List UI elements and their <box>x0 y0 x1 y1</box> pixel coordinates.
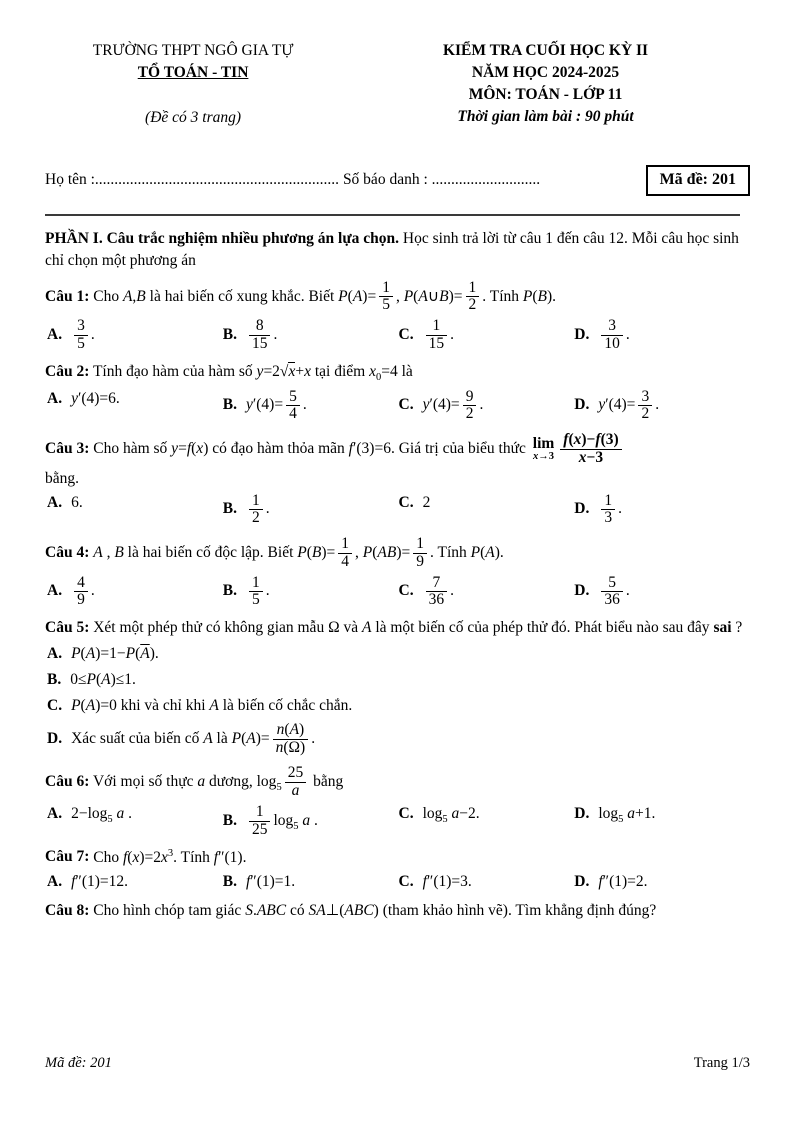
question-1-option-b <box>223 317 399 353</box>
question-1-option-c <box>399 317 575 353</box>
option-letter: C. <box>398 325 414 343</box>
option-letter: D. <box>47 729 63 747</box>
question-3-option-c <box>399 492 575 528</box>
option-letter: A. <box>47 582 63 600</box>
option-letter: A. <box>47 389 63 407</box>
pages-note: (Đề có 3 trang) <box>145 109 242 126</box>
option-letter: D. <box>574 325 590 343</box>
question-7 <box>45 846 750 892</box>
option-letter: B. <box>47 671 62 688</box>
student-info-labels <box>45 169 540 191</box>
question-3-label: Câu 3: <box>45 439 90 457</box>
question-1-stem <box>45 279 750 315</box>
question-3-stem <box>45 431 750 489</box>
part1-heading-rest: Học sinh trả lời từ câu 1 đến câu 12. Mỗi câu học sinh chỉ chọn một phương án <box>45 229 739 269</box>
option-letter: D. <box>574 582 590 600</box>
question-4-label: Câu 4: <box>45 543 90 561</box>
option-content: $\frac{3}{10}$ . <box>598 326 629 343</box>
option-content: 0≤P(A)≤1. <box>70 671 136 688</box>
option-letter: A. <box>47 325 63 343</box>
school-name: TRƯỜNG THPT NGÔ GIA TỰ <box>92 42 294 59</box>
question-5-option-c <box>47 695 750 717</box>
footer-page-number: Trang 1/3 <box>693 1055 750 1072</box>
option-letter: A. <box>47 804 63 822</box>
option-letter: D. <box>574 396 590 414</box>
option-content: $2-\log_5$ a . <box>71 804 133 826</box>
exam-code-box: Mã đề: 201 <box>646 165 750 196</box>
question-6-option-a <box>47 803 223 839</box>
question-5 <box>45 617 750 757</box>
option-letter: C. <box>398 872 414 890</box>
option-content: f″(1)=2. <box>598 872 648 890</box>
option-letter: B. <box>222 811 237 829</box>
header-right <box>341 40 750 129</box>
question-6-options <box>47 803 750 839</box>
option-letter: A. <box>47 872 63 890</box>
question-7-label: Câu 7: <box>45 848 90 866</box>
question-7-options <box>47 871 750 893</box>
id-number-field: Số báo danh : ............................ <box>339 171 541 189</box>
option-letter: C. <box>398 396 414 414</box>
question-8-text: Cho hình chóp tam giác S.ABC có SA⊥(ABC) (tham khảo hình vẽ). Tìm khẳng định đúng? <box>93 901 657 919</box>
option-content: $\frac{1}{5}$ . <box>246 582 270 599</box>
question-2-option-d <box>574 388 750 424</box>
question-3-options <box>47 492 750 528</box>
question-1-label: Câu 1: <box>45 287 90 305</box>
option-content: $\frac{7}{36}$ . <box>423 582 454 599</box>
option-content: f″(1)=1. <box>245 872 296 890</box>
option-letter: B. <box>222 396 237 414</box>
question-5-option-b <box>47 669 750 691</box>
footer-exam-code: Mã đề: 201 <box>45 1055 112 1072</box>
question-7-stem <box>45 846 750 868</box>
question-3-option-d <box>574 492 750 528</box>
question-3-text: Cho hàm số y=f(x) có đạo hàm thỏa mãn f′(3)=6. Giá trị của biểu thức lim x→3 $\frac{f(x)-f(3)}{x-3}$ bằng. <box>45 440 625 487</box>
option-content: $P(A)=1-P(\overline{A})$. <box>71 645 159 662</box>
option-content: y′(4)= $\frac{5}{4}$ . <box>245 387 307 423</box>
question-7-text: Cho $f(x)=2x^3$. Tính f″(1). <box>93 847 247 866</box>
option-content: Xác suất của biến cố A là P(A)= $\frac{n(A)}{n(\Omega)}$ . <box>71 721 316 756</box>
question-6-text: Với mọi số thực a dương, $\log_5$ $\frac{25}{a}$ bằng <box>92 764 344 800</box>
option-letter: B. <box>222 582 237 600</box>
option-letter: C. <box>398 582 414 600</box>
option-letter: D. <box>574 804 590 822</box>
question-2-options <box>47 388 750 424</box>
header-left <box>45 40 341 129</box>
question-4-option-a <box>47 574 223 610</box>
part1-heading-bold: PHẦN I. Câu trắc nghiệm nhiều phương án lựa chọn. <box>45 229 400 247</box>
question-3-option-a <box>47 492 223 528</box>
question-7-option-b <box>223 871 399 893</box>
question-2 <box>45 361 750 424</box>
question-4 <box>45 535 750 610</box>
option-content: $\frac{4}{9}$ . <box>71 582 95 599</box>
option-letter: B. <box>222 325 237 343</box>
option-content: 2 <box>422 493 431 511</box>
question-4-option-c <box>399 574 575 610</box>
option-content: f″(1)=3. <box>422 872 472 890</box>
option-content: $\log_5 a-2$. <box>422 804 480 826</box>
option-letter: C. <box>398 804 414 822</box>
question-8-label: Câu 8: <box>45 901 90 919</box>
question-5-stem <box>45 617 750 639</box>
name-field: Họ tên :............................................................... <box>45 171 340 189</box>
question-5-text: Xét một phép thử có không gian mẫu Ω và A là một biến cố của phép thử đó. Phát biểu nào sau đây sai ? <box>93 619 743 636</box>
option-content: y′(4)=6. <box>71 389 120 407</box>
question-1 <box>45 279 750 354</box>
option-content: P(A)=0 khi và chỉ khi A là biến cố chắc chắn. <box>71 697 353 714</box>
option-letter: B. <box>222 500 237 518</box>
option-letter: B. <box>222 872 237 890</box>
question-6-stem <box>45 764 750 800</box>
question-6-option-b <box>223 803 399 839</box>
question-2-option-b <box>223 388 399 424</box>
subject-line: MÔN: TOÁN - LỚP 11 <box>468 86 623 103</box>
option-content: $\frac{1}{15}$ . <box>423 326 454 343</box>
question-3-option-b <box>223 492 399 528</box>
question-3 <box>45 431 750 528</box>
question-1-option-d <box>574 317 750 353</box>
option-content: $\frac{3}{5}$ . <box>71 326 95 343</box>
option-content: $\frac{1}{2}$ . <box>246 500 270 517</box>
option-letter: C. <box>398 493 414 511</box>
question-1-options <box>47 317 750 353</box>
option-content: $\frac{8}{15}$ . <box>246 326 277 343</box>
student-info-row <box>45 165 750 196</box>
question-2-option-c <box>399 388 575 424</box>
option-letter: D. <box>574 872 590 890</box>
exam-title: KIỂM TRA CUỐI HỌC KỲ II <box>442 42 649 59</box>
option-content: f″(1)=12. <box>71 872 129 890</box>
option-letter: A. <box>47 645 63 662</box>
option-content: y′(4)= $\frac{3}{2}$ . <box>598 387 660 423</box>
question-7-option-a <box>47 871 223 893</box>
question-5-option-d <box>47 721 750 757</box>
option-content: 6. <box>71 493 83 511</box>
question-8 <box>45 900 750 922</box>
question-2-option-a <box>47 388 223 424</box>
question-6 <box>45 764 750 839</box>
question-4-option-d <box>574 574 750 610</box>
department-name: TỔ TOÁN - TIN <box>137 64 249 81</box>
question-6-option-d <box>574 803 750 839</box>
option-content: y′(4)= $\frac{9}{2}$ . <box>422 387 484 423</box>
question-5-option-a <box>47 643 750 665</box>
question-4-options <box>47 574 750 610</box>
question-1-text: Cho A,B là hai biến cố xung khắc. Biết P(A)= $\frac{1}{5}$ , P(A∪B)= $\frac{1}{2}$ . Tính P(B). <box>93 278 557 314</box>
option-content: $\frac{5}{36}$ . <box>598 582 629 599</box>
part1-heading <box>45 228 750 272</box>
question-2-text: Tính đạo hàm của hàm số y=2√x+x tại điểm $x_0=4$ là <box>92 362 413 383</box>
question-7-option-c <box>399 871 575 893</box>
question-4-stem <box>45 535 750 571</box>
option-letter: A. <box>47 493 63 511</box>
duration-line: Thời gian làm bài : 90 phút <box>457 108 634 125</box>
question-8-stem <box>45 900 750 922</box>
question-5-options <box>47 643 750 757</box>
question-4-text: A , B là hai biến cố độc lập. Biết P(B)= $\frac{1}{4}$ , P(AB)= $\frac{1}{9}$ . Tính P(A). <box>93 535 504 570</box>
header-divider <box>45 214 740 216</box>
option-content: $\log_5 a+1$. <box>598 804 656 826</box>
option-letter: C. <box>47 697 63 714</box>
option-content: $\frac{1}{3}$ . <box>598 500 622 517</box>
question-7-option-d <box>574 871 750 893</box>
school-year: NĂM HỌC 2024-2025 <box>471 64 620 81</box>
question-1-option-a <box>47 317 223 353</box>
question-6-label: Câu 6: <box>45 773 90 791</box>
option-letter: D. <box>574 500 590 518</box>
question-2-label: Câu 2: <box>45 362 90 380</box>
exam-header <box>45 40 750 129</box>
question-5-label: Câu 5: <box>45 619 90 636</box>
question-6-option-c <box>399 803 575 839</box>
option-content: $\frac{1}{25}$ $\log_5 a$ . <box>246 812 318 829</box>
question-4-option-b <box>223 574 399 610</box>
question-2-stem <box>45 361 750 386</box>
page-footer <box>45 1053 750 1074</box>
